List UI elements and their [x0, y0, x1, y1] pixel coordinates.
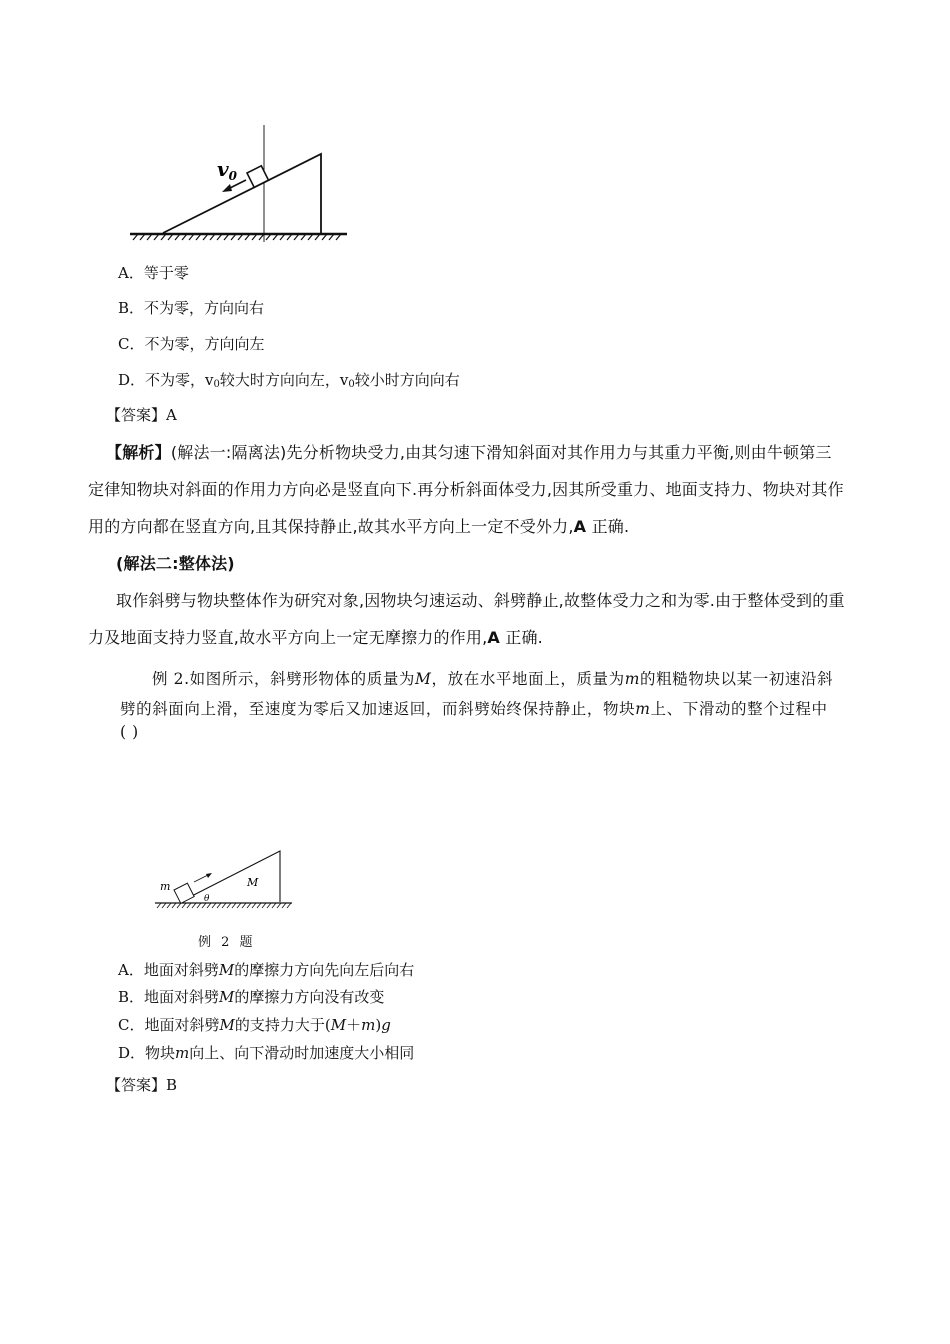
ground-hatching [157, 903, 291, 908]
label-M: M [247, 876, 259, 889]
incline-figure-2 [152, 845, 322, 915]
q1-analysis-line-3: 用的方向都在竖直方向,且其保持静止,故其水平方向上一定不受外力,A 正确. [88, 517, 630, 536]
q2-option-a: A．地面对斜劈M的摩擦力方向先向左后向右 [118, 961, 415, 979]
example-2-line-2: 劈的斜面向上滑，至速度为零后又加速返回，而斜劈始终保持静止，物块m上、下滑动的整个过程中 [120, 700, 828, 718]
q1-method-2-title: (解法二:整体法) [116, 554, 235, 573]
incline-wedge [180, 851, 280, 902]
example-2-line-1: 例 2.如图所示，斜劈形物体的质量为M，放在水平地面上，质量为m的粗糙物块以某一初速沿斜 [152, 670, 834, 688]
q2-answer: 【答案】B [106, 1076, 178, 1094]
velocity-arrowhead [222, 184, 232, 192]
label-theta: θ [204, 894, 210, 904]
q1-answer: 【答案】A [106, 406, 177, 424]
q1-option-c: C．不为零，方向向左 [118, 335, 265, 353]
velocity-arrowhead [206, 873, 212, 878]
q1-analysis-line-5: 力及地面支持力竖直,故水平方向上一定无摩擦力的作用,A 正确. [88, 628, 543, 647]
q2-option-d: D．物块m向上、向下滑动时加速度大小相同 [118, 1044, 415, 1062]
incline-wedge [163, 154, 321, 233]
incline-figure-1 [125, 120, 355, 245]
example-2-line-3: ( ) [120, 723, 139, 741]
velocity-label: $v_0$ [217, 157, 237, 183]
q2-option-c: C．地面对斜劈M的支持力大于(M＋m)g [118, 1016, 391, 1034]
q1-analysis-line-1: 【解析】(解法一:隔离法)先分析物块受力,由其匀速下滑知斜面对其作用力与其重力平衡,则由牛顿第三 [106, 443, 832, 462]
figure-2-caption: 例 2 题 [198, 935, 256, 950]
q1-analysis-line-4: 取作斜劈与物块整体作为研究对象,因物块匀速运动、斜劈静止,故整体受力之和为零.由于整体受到的重 [116, 591, 845, 610]
q1-analysis-line-2: 定律知物块对斜面的作用力方向必是竖直向下.再分析斜面体受力,因其所受重力、地面支持力、物块对其作 [88, 480, 844, 499]
label-m: m [160, 880, 171, 893]
q1-option-a: A．等于零 [118, 264, 189, 282]
q1-option-b: B．不为零，方向向右 [118, 299, 265, 317]
sliding-block [247, 166, 268, 187]
q1-option-d: D．不为零，$v_0$较大时方向向左，$v_0$较小时方向向右 [118, 371, 460, 390]
block-m [174, 883, 194, 903]
q2-option-b: B．地面对斜劈M的摩擦力方向没有改变 [118, 988, 385, 1006]
